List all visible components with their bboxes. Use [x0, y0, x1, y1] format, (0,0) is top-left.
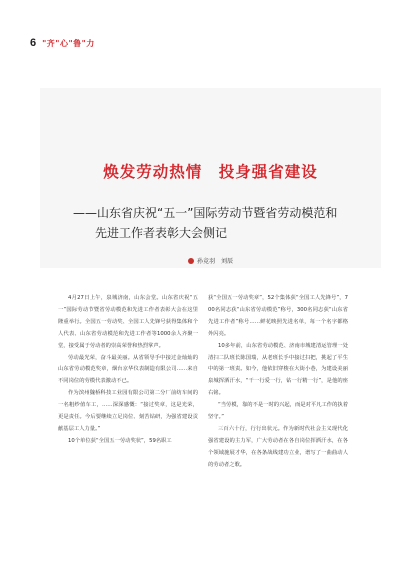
byline-authors: 孙竞羽 刘辰	[196, 258, 233, 265]
page-header	[30, 36, 95, 50]
paragraph: 三百六十行，行行出状元。作为新时代社会主义现代化强省建设的主力军，广大劳动者在各自岗位挥洒汗水，在各个领域施展才华，在各条战线建功立业，谱写了一曲曲动人的劳动者之歌。	[208, 425, 348, 468]
left-column	[58, 293, 198, 472]
page-number: 6	[30, 37, 37, 49]
subtitle-line-2: 先进工作者表彰大会侧记	[95, 226, 228, 240]
title-panel	[40, 88, 381, 268]
paragraph: 获“全国五一劳动奖章”，52个集体获“全国工人先锋号”，700名同志获“山东省劳动模范”称号，300名同志获“山东省先进工作者”称号……鲜花映照先进名单，每一个名字都格外闪亮。	[208, 295, 348, 337]
byline	[40, 256, 381, 265]
paragraph: 劳动最光荣，奋斗最美丽。从省领导手中接过金灿灿的山东省劳动模范奖章，烟台京华仪表制造有限公司……来自不同岗位的劳模代表激动不已。	[58, 354, 198, 385]
section-mark: "齐"心"鲁"力	[42, 38, 95, 48]
paragraph: 作为滨州魏桥科技工业园有限公司第二分厂前纺车间的一名粗纱值车工，……深深感慨：“接过奖章，这是光荣，更是责任。今后要继续立足岗位、刻苦钻研，为强省建设贡献基层工人力量。”	[58, 390, 198, 432]
paragraph: “当劳模，靠的不是一时的兴起，而是对平凡工作的执着坚守。”	[208, 402, 348, 421]
subtitle-line-1: ——山东省庆祝“五一”国际劳动节暨省劳动模范和	[73, 206, 338, 220]
headline: 焕发劳动热情 投身强省建设	[103, 163, 318, 181]
subtitle	[73, 203, 373, 243]
article-body	[58, 293, 348, 472]
right-column	[208, 293, 348, 472]
byline-dot-icon	[188, 258, 194, 264]
paragraph: 10个单位获“全国五一劳动奖状”，59名职工	[68, 437, 172, 444]
paragraph: 4月27日上午，泉城济南，山东会堂。山东省庆祝“五一”国际劳动节暨省劳动模范和先进工作者表彰大会在这里隆重举行。全国五一劳动奖、全国工人先锋号获得集体和个人代表、山东省劳动模范和先进工作者等1000余人齐聚一堂，接受属于劳动者的崇高荣誉和热烈掌声。	[58, 295, 198, 349]
paragraph: 10多年前，山东省劳动模范、济南市城建清运管理一处清扫二队班长陈国瑞，从老班长手中接过扫把，挑起了平生中的第一班责。如今，他依旧穿梭在大街小巷，为建设美丽泉城挥洒汗水，“干一行爱一行，钻一行精一行”，是他的座右铭。	[208, 342, 348, 397]
